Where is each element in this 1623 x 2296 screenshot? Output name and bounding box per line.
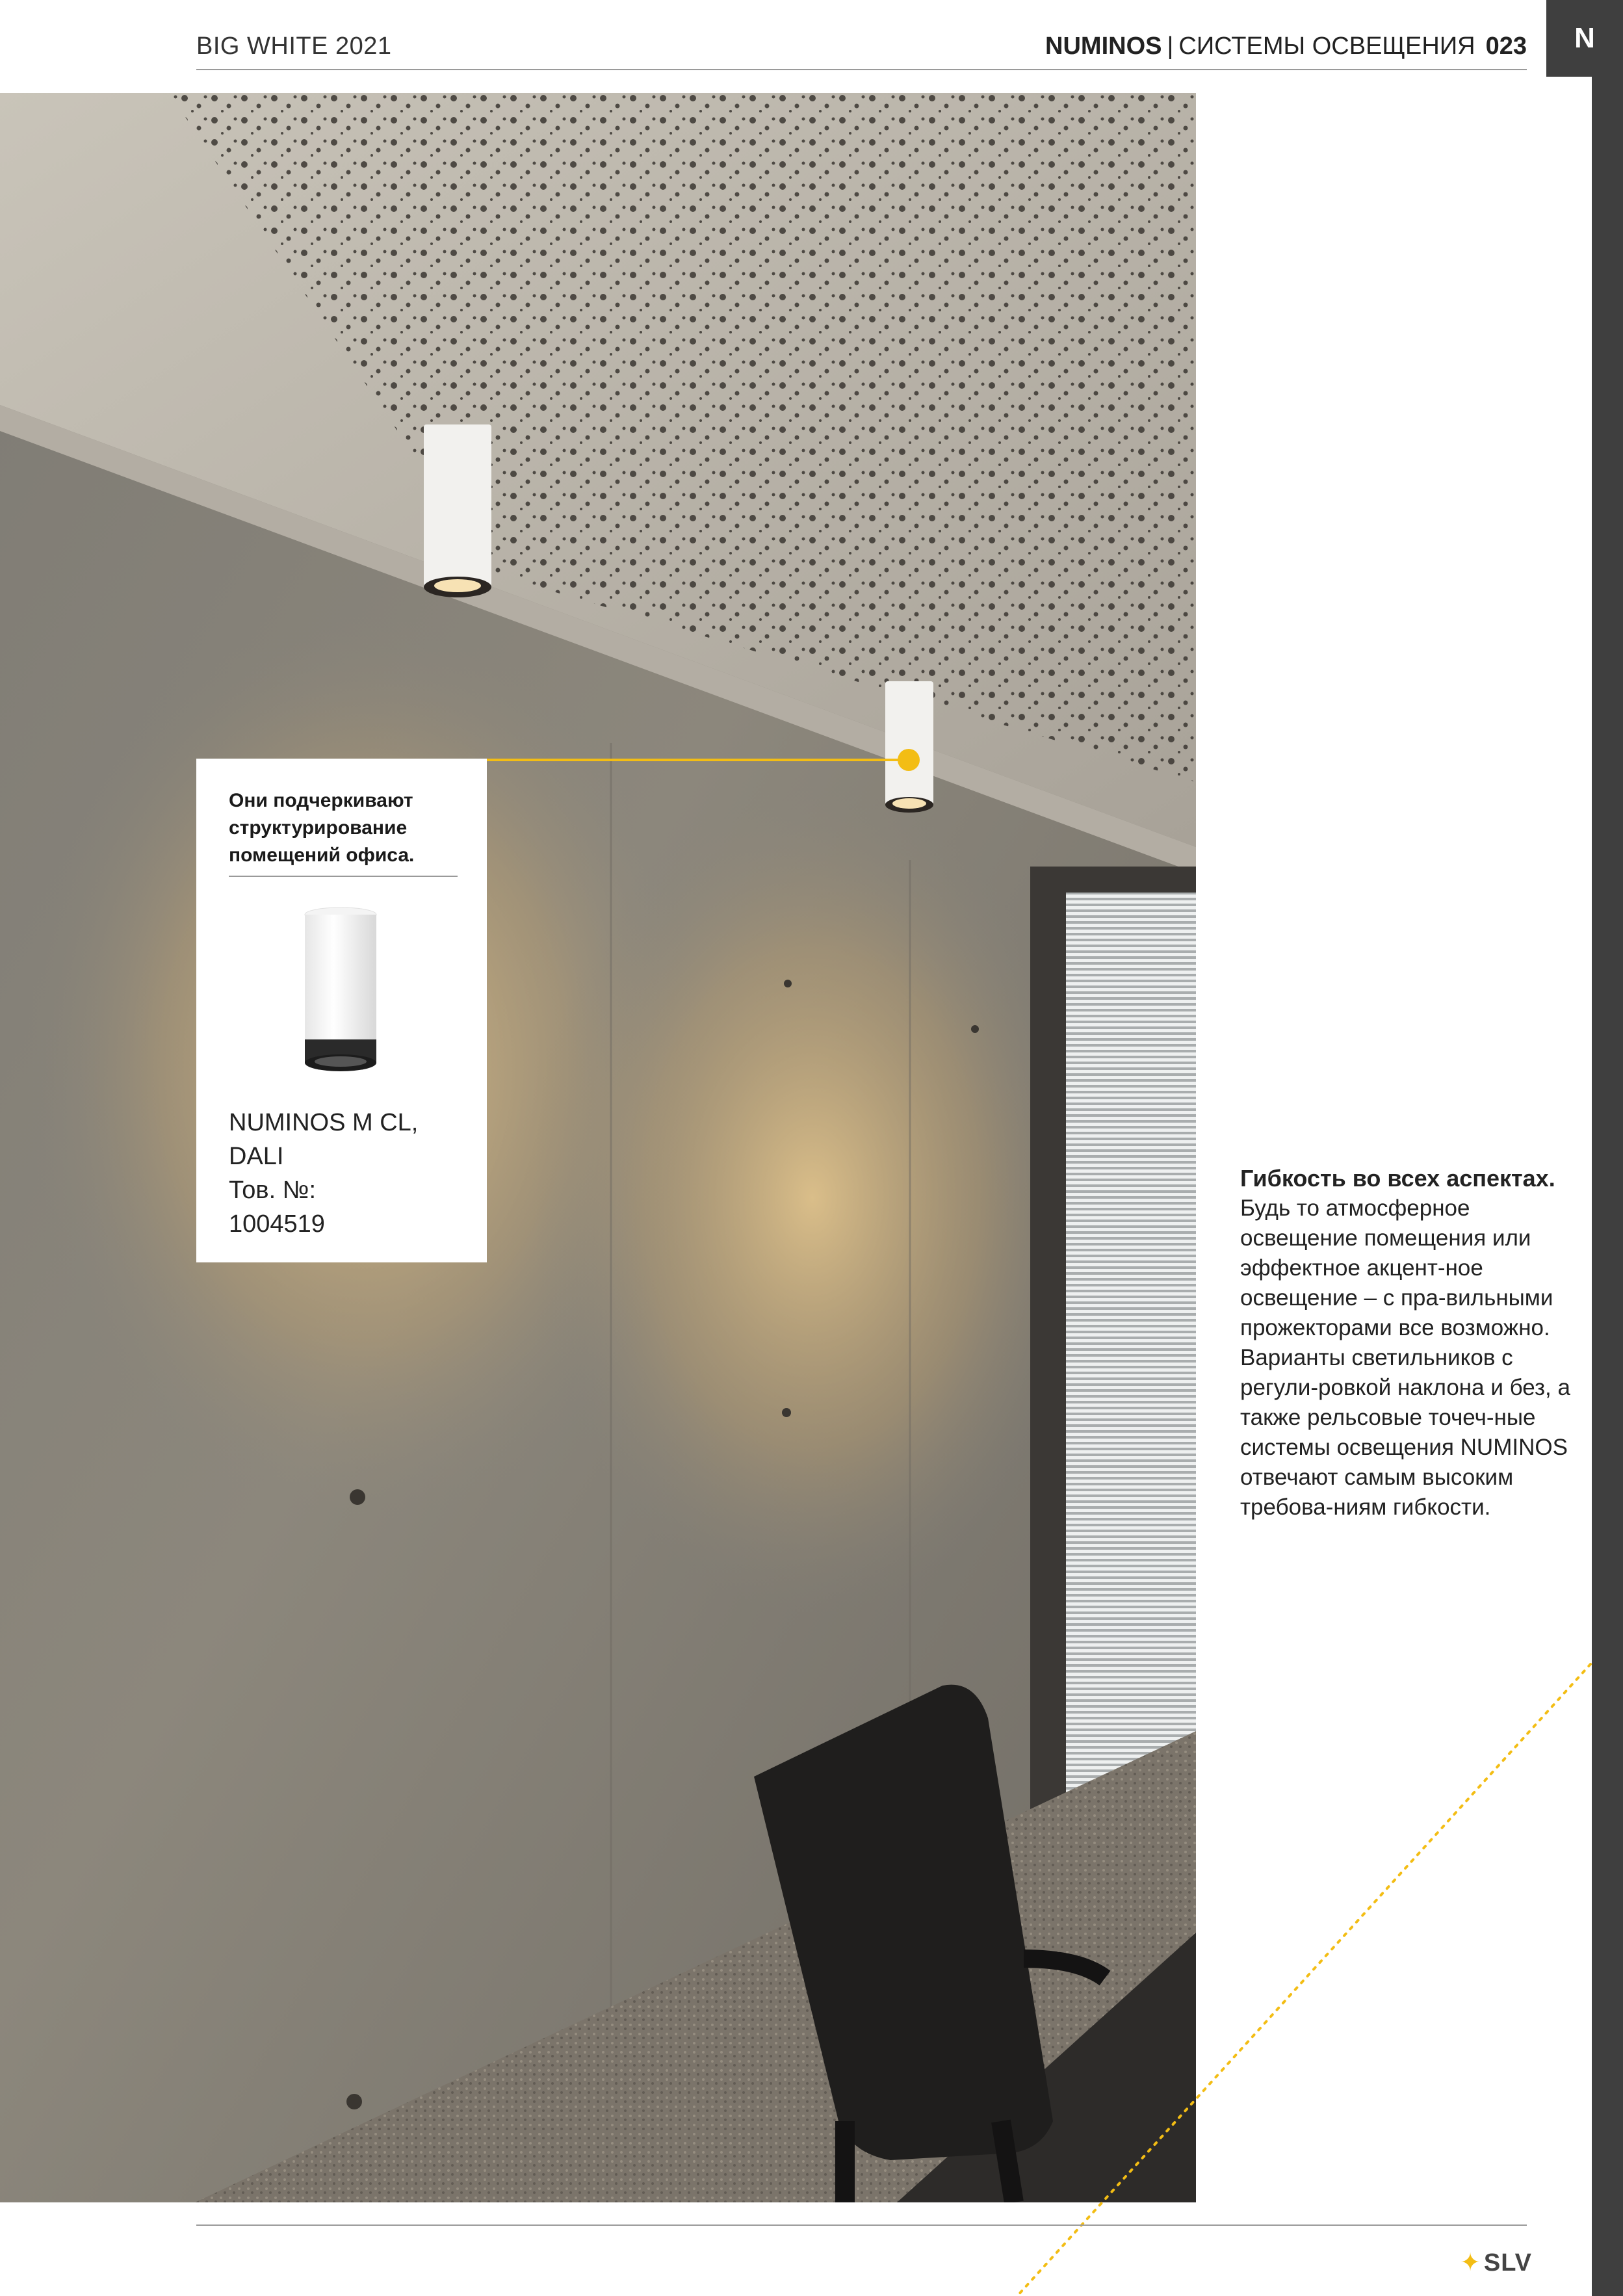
product-info [229,1106,463,1241]
header-separator: | [1167,33,1174,60]
callout-leader-dot [898,749,920,771]
catalog-title: BIG WHITE 2021 [196,33,392,60]
article-label: Тов. №: [229,1177,317,1204]
logo-text: SLV [1483,2249,1532,2276]
dotted-accent-line [1017,1664,1591,2296]
product-name: NUMINOS M CL, DALI [229,1109,419,1170]
product-thumbnail[interactable] [300,907,381,1076]
spark-icon: ✦ [1460,2249,1481,2276]
article-number: 1004519 [229,1210,325,1238]
body-text-column [1240,1164,1578,1522]
footer-rule [196,2224,1527,2226]
slv-logo[interactable] [1460,2248,1532,2277]
page-number: 023 [1485,33,1527,60]
body-paragraph: Будь то атмосферное освещение помещения или эффектное акцент-ное освещение – с пра-вильными прожекторами все возможно. Варианты светильников с регули-ровкой наклона и без, а также рельсовые точеч-ные системы освещения NUMINOS отвечают самым высоким требова-ниям гибкости. [1240,1195,1570,1520]
body-lead: Гибкость во всех аспектах. [1240,1165,1555,1192]
section-name: СИСТЕМЫ ОСВЕЩЕНИЯ [1178,33,1475,60]
brand-name: NUMINOS [1045,33,1162,60]
section-tab[interactable]: N [1546,0,1623,77]
callout-caption: Они подчеркивают структурирование помещений офиса. [229,790,415,866]
callout-rule [229,876,458,877]
product-callout-card [196,759,487,1262]
